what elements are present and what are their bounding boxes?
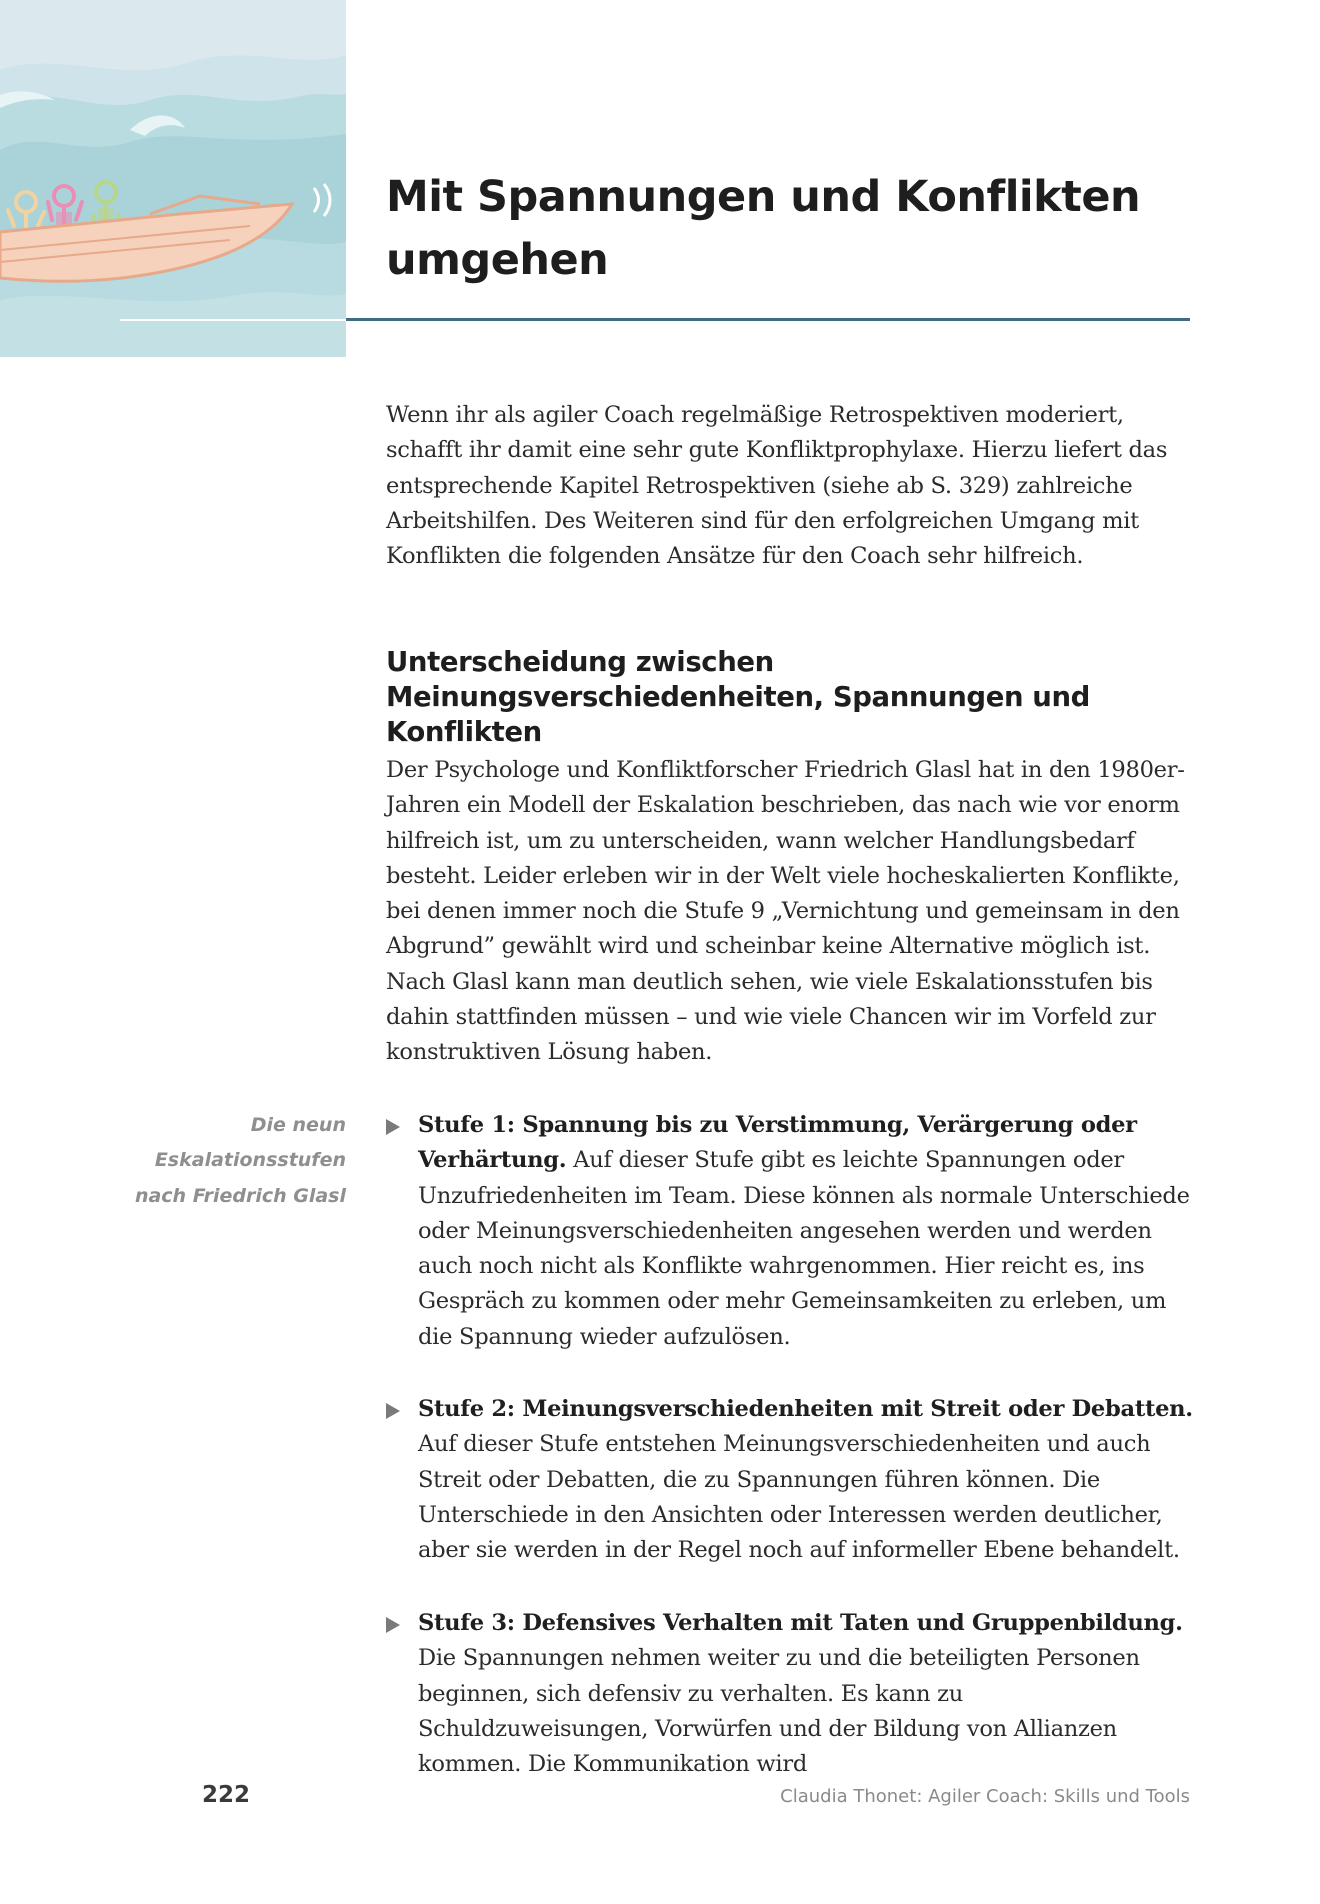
list-item-title: Stufe 1: Spannung bis zu Verstimmung, Verärgerung oder Verhärtung. [418, 1112, 1137, 1174]
header-divider [346, 318, 1190, 321]
list-item [386, 1392, 1194, 1568]
header-divider-left [120, 319, 346, 321]
triangle-bullet-icon [386, 1119, 400, 1135]
glasl-paragraph: Der Psychologe und Konfliktforscher Friedrich Glasl hat in den 1980er-Jahren ein Modell der Eskalation beschrieben, das nach wie vor enorm hilfreich ist, um zu unterscheiden, wann welcher Handlungsbedarf besteht. Leider erleben wir in der Welt viele hocheskalierten Konflikte, bei denen immer noch die Stufe 9 „Vernichtung und gemeinsam in den Abgrund” gewählt wird und scheinbar keine Alternative möglich ist. Nach Glasl kann man deutlich sehen, wie viele Eskalationsstufen bis dahin stattfinden müssen – und wie viele Chancen wir im Vorfeld zur konstruktiven Lösung haben. [386, 757, 1185, 1066]
list-item-title: Stufe 2: Meinungsverschiedenheiten mit Streit oder Debatten. [418, 1396, 1193, 1422]
page-number: 222 [202, 1782, 251, 1808]
list-item [386, 1606, 1194, 1782]
section-heading: Unterscheidung zwischen Meinungsverschiedenheiten, Spannungen und Konflikten [386, 646, 1090, 748]
running-footer: Claudia Thonet: Agiler Coach: Skills und Tools [780, 1786, 1190, 1807]
intro-paragraph: Wenn ihr als agiler Coach regelmäßige Retrospektiven moderiert, schafft ihr damit eine sehr gute Konfliktprophylaxe. Hierzu liefert das entsprechende Kapitel Retrospektiven (siehe ab S. 329) zahlreiche Arbeitshilfen. Des Weiteren sind für den erfolgreichen Umgang mit Konflikten die folgenden Ansätze für den Coach sehr hilfreich. [386, 402, 1168, 570]
list-item-title: Stufe 3: Defensives Verhalten mit Taten und Gruppenbildung. [418, 1610, 1183, 1636]
list-item-text: Auf dieser Stufe entstehen Meinungsverschiedenheiten und auch Streit oder Debatten, die zu Spannungen führen können. Die Unterschiede in den Ansichten oder Interessen werden deutlicher, aber sie werden in der Regel noch auf informeller Ebene behandelt. [418, 1431, 1180, 1564]
chapter-illustration [0, 0, 346, 357]
triangle-bullet-icon [386, 1403, 400, 1419]
list-item [386, 1108, 1194, 1355]
speedboat-with-people-illustration [0, 0, 346, 357]
triangle-bullet-icon [386, 1617, 400, 1633]
margin-note: Die neun Eskalationsstufen nach Friedrich Glasl [134, 1114, 346, 1207]
chapter-title: Mit Spannungen und Konflikten umgehen [386, 172, 1141, 285]
list-item-text: Auf dieser Stufe gibt es leichte Spannungen oder Unzufriedenheiten im Team. Diese können als normale Unterschiede oder Meinungsverschiedenheiten angesehen werden und werden auch noch nicht als Konflikte wahrgenommen. Hier reicht es, ins Gespräch zu kommen oder mehr Gemeinsamkeiten zu erleben, um die Spannung wieder aufzulösen. [418, 1147, 1190, 1350]
list-item-text: Die Spannungen nehmen weiter zu und die beteiligten Personen beginnen, sich defensiv zu verhalten. Es kann zu Schuldzuweisungen, Vorwürfen und der Bildung von Allianzen kommen. Die Kommunikation wird [418, 1645, 1140, 1778]
